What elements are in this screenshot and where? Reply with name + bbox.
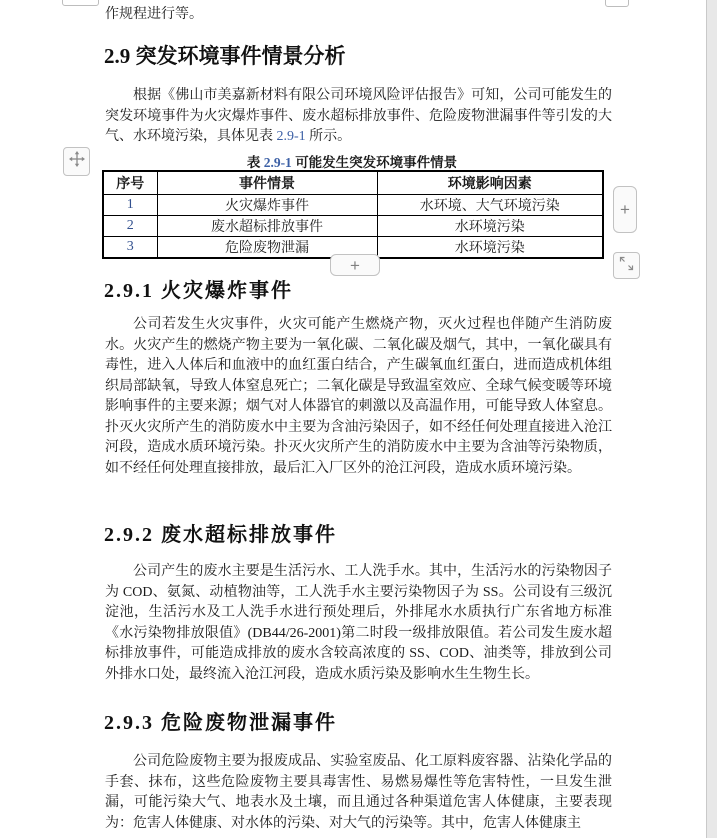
plus-icon: + bbox=[350, 255, 360, 275]
cell-scenario: 危险废物泄漏 bbox=[157, 237, 377, 259]
cell-impact: 水环境污染 bbox=[377, 216, 603, 237]
partial-button-top-left[interactable] bbox=[62, 0, 99, 6]
heading-2-9-2: 2.9.2 废水超标排放事件 bbox=[104, 524, 337, 546]
header-cell-impact: 环境影响因素 bbox=[377, 171, 603, 195]
caption-prefix: 表 bbox=[246, 155, 264, 170]
previous-paragraph-tail: 作规程进行等。 bbox=[105, 7, 203, 22]
table-resize-button[interactable] bbox=[613, 252, 640, 279]
cell-scenario: 火灾爆炸事件 bbox=[157, 195, 377, 216]
heading-2-9-1: 2.9.1 火灾爆炸事件 bbox=[104, 280, 293, 302]
overview-text-before: 根据《佛山市美嘉新材料有限公司环境风险评估报告》可知，公司可能发生的突发环境事件为火灾爆炸事件、废水超标排放事件、危险废物泄漏事件等引发的大气、水环境污染，具体见表 bbox=[105, 88, 612, 144]
caption-title: 可能发生突发环境事件情景 bbox=[291, 155, 458, 170]
cell-index: 1 bbox=[103, 195, 157, 216]
header-cell-index: 序号 bbox=[103, 171, 157, 195]
cell-index: 3 bbox=[103, 237, 157, 259]
add-row-button[interactable] bbox=[330, 254, 380, 276]
paragraph-wastewater: 公司产生的废水主要是生活污水、工人洗手水。其中，生活污水的污染物因子为 COD、氨氮、动植物油等，工人洗手水主要污染物因子为 SS。公司设有三级沉淀池，生活污水及工人洗手水进行预处理后，外排尾水水质执行广东省地方标准《水污染物排放限值》(DB44/26-2001)第二时段一级排放限值。若公司发生废水超标排放事件，可能造成排放的废水含较高浓度的 SS、COD、油类等，排放到公司外排水口处，最终流入沧江河段，造成水质污染及影响水生生物生长。 bbox=[105, 564, 612, 682]
cell-scenario: 废水超标排放事件 bbox=[157, 216, 377, 237]
cell-index: 2 bbox=[103, 216, 157, 237]
paragraph-overview bbox=[105, 86, 612, 148]
table-row bbox=[103, 216, 603, 237]
table-header-row bbox=[103, 171, 603, 195]
header-cell-scenario: 事件情景 bbox=[157, 171, 377, 195]
overview-text-after: 所示。 bbox=[305, 129, 352, 144]
table-reference-link[interactable]: 2.9-1 bbox=[276, 129, 306, 144]
table-row bbox=[103, 195, 603, 216]
canvas-gutter bbox=[706, 0, 717, 838]
heading-2-9-3: 2.9.3 危险废物泄漏事件 bbox=[104, 712, 337, 734]
cell-impact: 水环境、大气环境污染 bbox=[377, 195, 603, 216]
cell-impact: 水环境污染 bbox=[377, 237, 603, 259]
plus-icon: + bbox=[620, 200, 630, 219]
table-resize-icon bbox=[619, 256, 634, 276]
incident-scenario-table[interactable] bbox=[102, 170, 604, 259]
table-caption bbox=[102, 151, 602, 171]
add-column-button[interactable] bbox=[613, 186, 637, 233]
table-move-handle[interactable] bbox=[63, 147, 90, 176]
paragraph-fire-explosion: 公司若发生火灾事件，火灾可能产生燃烧产物，灭火过程也伴随产生消防废水。火灾产生的燃烧产物主要为一氧化碳、二氧化碳及烟气，其中，一氧化碳具有毒性，进入人体后和血液中的血红蛋白结合，产生碳氧血红蛋白，进而造成机体组织局部缺氧，导致人体窒息死亡；二氧化碳是导致温室效应、全球气候变暖等环境影响事件的主要来源；烟气对人体器官的刺激以及高温作用，可能导致人体窒息。扑灭火灾所产生的消防废水中主要为含油污染因子，如不经任何处理直接进入沧江河段，造成水质环境污染。扑灭火灾所产生的消防废水中主要为含油等污染物质，如不经任何处理直接排放，最后汇入厂区外的沧江河段，造成水质环境污染。 bbox=[105, 317, 612, 476]
caption-number: 2.9-1 bbox=[263, 155, 292, 170]
paragraph-hazardous-waste: 公司危险废物主要为报废成品、实验室废品、化工原料废容器、沾染化学品的手套、抹布，这些危险废物主要具毒害性、易燃易爆性等危害特性，一旦发生泄漏，可能污染大气、地表水及土壤，而且通过各种渠道危害人体健康，主要表现为：危害人体健康、对水体的污染、对大气的污染等。其中，危害人体健康主 bbox=[105, 754, 612, 831]
heading-2-9: 2.9 突发环境事件情景分析 bbox=[104, 44, 346, 68]
table-move-handle-icon bbox=[69, 151, 85, 172]
